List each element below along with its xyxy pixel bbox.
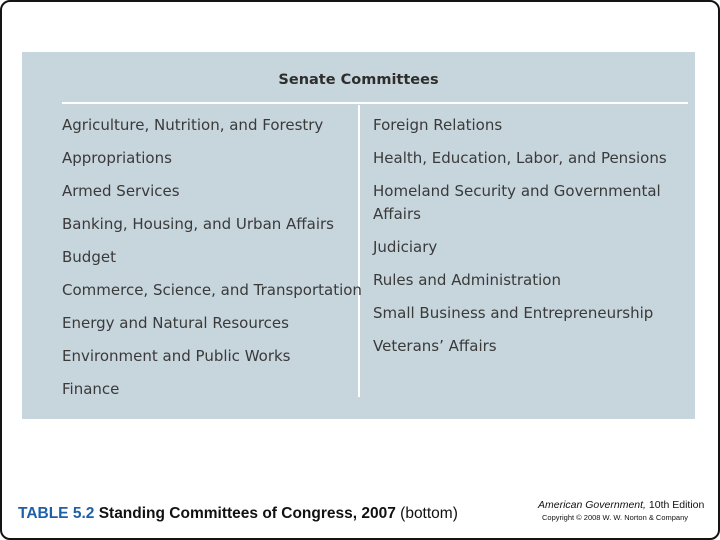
committee-item: Veterans’ Affairs — [373, 337, 497, 355]
committee-item: Armed Services — [62, 182, 180, 200]
caption-note: (bottom) — [400, 505, 458, 522]
committee-item: Budget — [62, 248, 116, 266]
committee-item: Homeland Security and Governmental Affairs — [373, 182, 661, 223]
committee-item: Rules and Administration — [373, 271, 561, 289]
table-caption — [18, 505, 458, 523]
committee-item: Appropriations — [62, 149, 172, 167]
committee-item: Commerce, Science, and Transportation — [62, 281, 362, 299]
table-title: Senate Committees — [278, 72, 439, 88]
right-committee-list — [373, 114, 673, 368]
left-committee-list — [62, 114, 362, 411]
committee-item: Small Business and Entrepreneurship — [373, 304, 654, 322]
committee-item: Health, Education, Labor, and Pensions — [373, 149, 667, 167]
committee-item: Banking, Housing, and Urban Affairs — [62, 215, 334, 233]
committee-item: Foreign Relations — [373, 116, 503, 134]
senate-committees-table — [22, 52, 695, 419]
committee-item: Judiciary — [373, 238, 438, 256]
book-title: American Government, — [538, 499, 646, 511]
committee-item: Energy and Natural Resources — [62, 314, 289, 332]
committee-item: Finance — [62, 380, 120, 398]
book-credit — [538, 499, 704, 523]
caption-title: Standing Committees of Congress, 2007 — [98, 505, 396, 522]
committee-item: Environment and Public Works — [62, 347, 291, 365]
copyright-line: Copyright © 2008 W. W. Norton & Company — [542, 513, 689, 522]
caption-label: TABLE 5.2 — [18, 505, 95, 522]
book-title-line — [538, 499, 704, 512]
book-edition: 10th Edition — [648, 499, 705, 511]
committee-item: Agriculture, Nutrition, and Forestry — [62, 116, 324, 134]
header-divider — [62, 102, 688, 104]
